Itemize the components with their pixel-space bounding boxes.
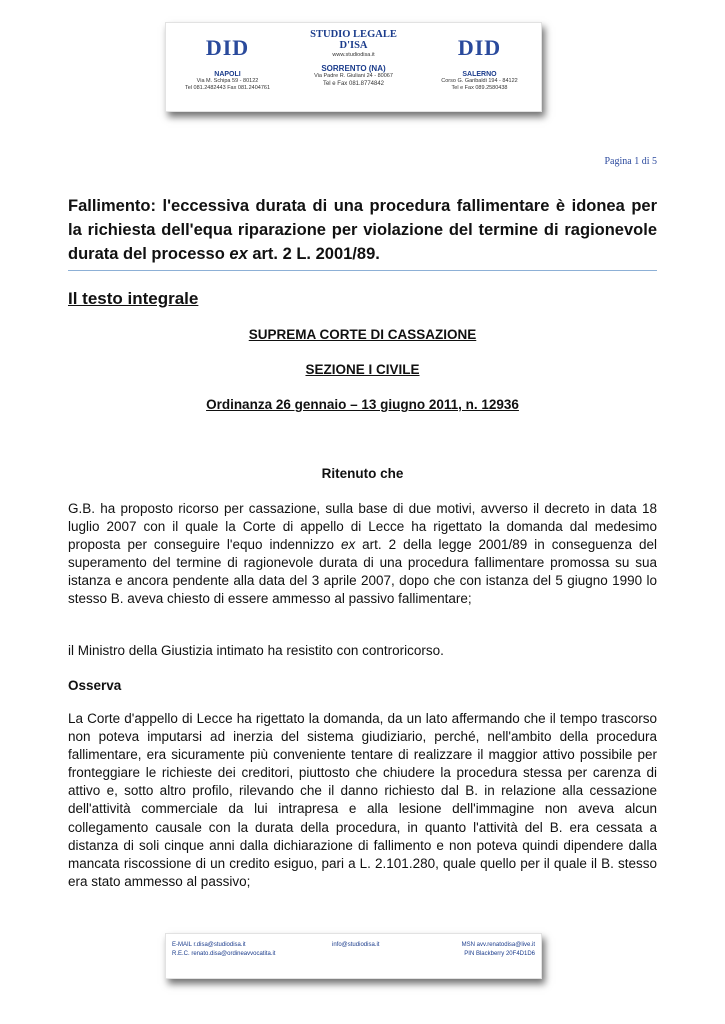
footer-info-email: info@studiodisa.it	[332, 942, 380, 948]
court-section: SEZIONE I CIVILE	[305, 362, 420, 377]
footer-right	[462, 941, 535, 959]
footer-email: E-MAIL r.disa@studiodisa.it	[172, 942, 246, 948]
paragraph-3: La Corte d'appello di Lecce ha rigettato la domanda, da un lato affermando che il tempo trascorso non poteva imputarsi ad inerzia del sistema giudiziario, perché, nell'ambito della procedura fallimentare, era sicuramente più conveniente tentare di realizzare il maggior attivo possibile per fronteggiare le richieste dei creditori, piuttosto che chiudere la procedura stessa per carenza di attivo e, sotto altro profilo, rilevando che il danno richiesto dal B. in relazione alla cessazione dell'attività commerciale da lui intrapresa e alla lesione dell'immagine non aveva alcun collegamento causale con la durata della procedura, in quanto l'attività del B. era cessata a distanza di soli cinque anni dalla dichiarazione di fallimento e non poteva quindi dipendere dalla mancata riscossione di un credito esiguo, pari a L. 2.101.280, quale quello per il quale il B. stesso era stato ammesso al passivo;	[68, 711, 657, 889]
document-title	[68, 194, 657, 266]
paragraph-1-italic: ex	[340, 537, 356, 553]
title-divider	[68, 270, 657, 271]
order-reference: Ordinanza 26 gennaio – 13 giugno 2011, n. 12936	[206, 397, 519, 412]
office-phone: Tel e Fax 081.8774842	[322, 81, 385, 87]
office-city: SORRENTO (NA)	[321, 64, 386, 73]
section-heading: Il testo integrale	[68, 289, 199, 308]
office-phone: Tel 081.2482443 Fax 081.2404761	[184, 85, 271, 91]
ritenuto-heading: Ritenuto che	[321, 466, 404, 481]
paragraph-1-text-end: art. 2 della legge 2001/89 in conseguenza del superamento del termine di ragionevole durata di una procedura fallimentare promossa su sua istanza e ancora pendente alla data del 3 aprile 2007, dopo che con istanza del 5 giugno 1990 lo stesso B. aveva chiesto di essere ammesso al passivo fallimentare;	[68, 537, 657, 607]
paragraph-2: il Ministro della Giustizia intimato ha resistito con controricorso.	[68, 643, 444, 658]
footer-banner	[165, 933, 542, 979]
letterhead-sorrento	[291, 29, 416, 88]
letterhead-salerno	[422, 29, 537, 92]
studio-logo: DID	[205, 35, 250, 60]
studio-name-line1: STUDIO LEGALE	[310, 29, 397, 40]
paragraph-1	[68, 500, 657, 609]
osserva-heading: Osserva	[68, 678, 122, 693]
office-city: NAPOLI	[214, 71, 241, 78]
footer-pin: PIN Blackberry 20F4D1D6	[464, 951, 535, 957]
studio-name-line2: D'ISA	[339, 40, 368, 51]
footer-left	[172, 941, 275, 959]
title-text: Fallimento: l'eccessiva durata di una procedura fallimentare è idonea per la richiesta dell'equa riparazione per violazione del termine di ragionevole durata del processo	[68, 197, 657, 263]
letterhead	[165, 22, 542, 112]
footer-pec: R.E.C. renato.disa@ordineavvocatita.it	[172, 951, 276, 957]
page-number: Pagina 1 di 5	[604, 156, 657, 167]
paragraph-1-text: G.B. ha proposto ricorso per cassazione, sulla base di due motivi, avverso il decreto in data 18 luglio 2007 con il quale la Corte di appello di Lecce ha rigettato la domanda dal medesimo proposta per conseguire l'equo indennizzo	[68, 501, 657, 553]
court-name: SUPREMA CORTE DI CASSAZIONE	[248, 327, 477, 342]
office-city: SALERNO	[462, 71, 497, 78]
office-phone: Tel e Fax 089.2580438	[451, 85, 508, 91]
office-address: Corso G. Garibaldi 194 - 84122	[441, 78, 518, 84]
title-text-end: art. 2 L. 2001/89.	[247, 245, 380, 263]
studio-logo: DID	[457, 35, 502, 60]
footer-middle	[332, 941, 379, 950]
studio-website: www.studiodisa.it	[332, 52, 375, 58]
office-address: Via Padre R. Giuliani 24 - 80067	[314, 73, 393, 79]
footer-msn: MSN avv.renatodisa@live.it	[461, 942, 535, 948]
letterhead-napoli	[170, 29, 285, 92]
title-italic: ex	[229, 245, 248, 263]
office-address: Via M. Schipa 59 - 80122	[196, 78, 259, 84]
